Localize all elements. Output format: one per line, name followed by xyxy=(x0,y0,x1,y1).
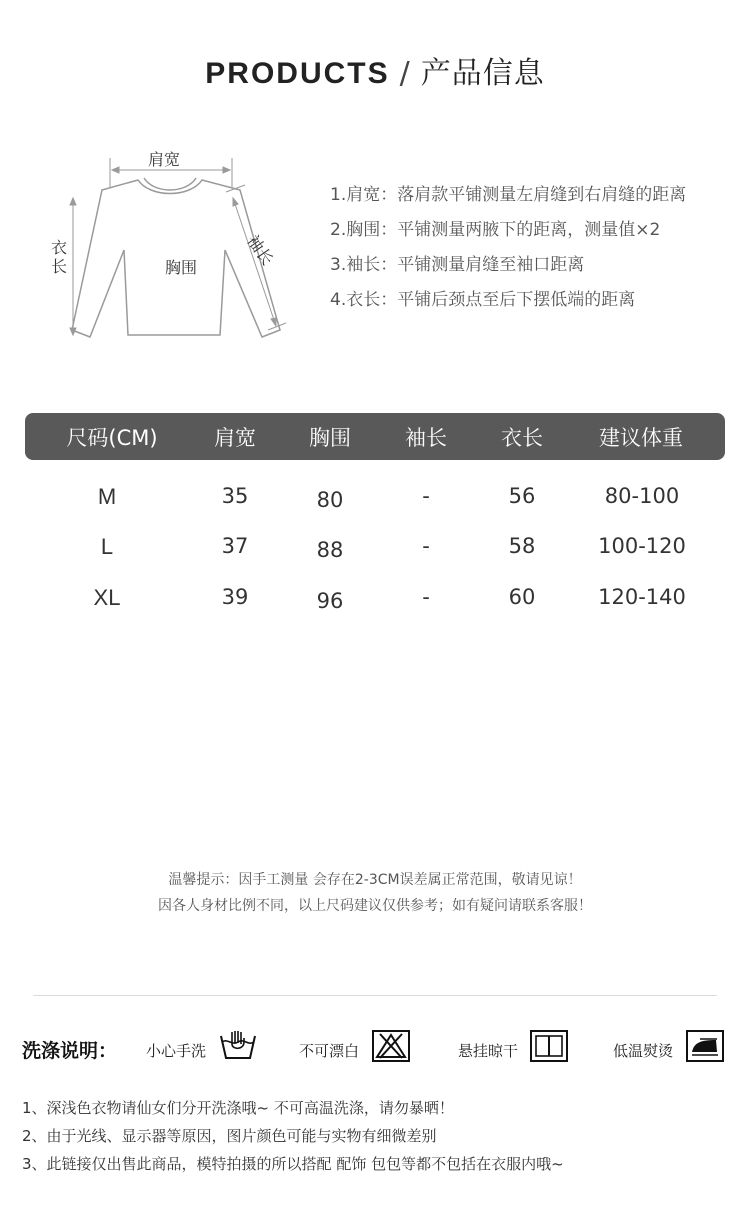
title-separator: / xyxy=(399,56,411,91)
length-label-bottom: 长 xyxy=(51,257,68,276)
cell-sleeve: - xyxy=(422,484,430,508)
cell-sleeve: - xyxy=(422,534,430,558)
cell-size: L xyxy=(100,534,114,559)
title-zh: 产品信息 xyxy=(420,56,545,91)
cell-length: 58 xyxy=(508,534,536,558)
size-table-header xyxy=(25,413,725,460)
care-label-no-bleach: 不可漂白 xyxy=(299,1042,360,1060)
cell-size: M xyxy=(97,484,117,509)
chest-label: 胸围 xyxy=(165,258,198,277)
cell-chest: 96 xyxy=(316,589,344,613)
header-size: 尺码(CM) xyxy=(66,426,158,450)
measurement-notes xyxy=(330,178,686,318)
cell-sleeve: - xyxy=(422,585,430,609)
length-label-top: 衣 xyxy=(51,238,68,257)
cell-size: XL xyxy=(93,585,121,610)
table-row xyxy=(0,484,750,524)
cell-length: 56 xyxy=(508,484,536,508)
measurement-diagram xyxy=(40,130,300,360)
cell-weight: 120-140 xyxy=(598,585,686,609)
table-row xyxy=(0,585,750,625)
title-en: PRODUCTS xyxy=(205,57,390,90)
header-sleeve: 袖长 xyxy=(405,426,447,450)
header-shoulder: 肩宽 xyxy=(214,426,256,450)
measure-sleeve: 3.袖长：平铺测量肩缝至袖口距离 xyxy=(330,255,585,275)
no-bleach-icon xyxy=(372,1030,410,1066)
sleeve-label: 袖长 xyxy=(243,231,278,269)
cell-shoulder: 35 xyxy=(221,484,249,508)
cell-shoulder: 39 xyxy=(221,585,249,609)
note-line-3: 3、此链接仅出售此商品，模特拍摄的所以搭配 配饰 包包等都不包括在衣服内哦~ xyxy=(22,1155,564,1173)
cell-weight: 80-100 xyxy=(604,484,680,508)
low-iron-icon xyxy=(686,1030,724,1066)
measure-chest: 2.胸围：平铺测量两腋下的距离，测量值×2 xyxy=(330,220,661,240)
measure-length: 4.衣长：平铺后颈点至后下摆低端的距离 xyxy=(330,290,636,310)
header-weight: 建议体重 xyxy=(599,426,683,450)
tip-line-1: 温馨提示：因手工测量 会存在2-3CM误差属正常范围，敬请见谅！ xyxy=(168,872,582,888)
cell-weight: 100-120 xyxy=(598,534,686,558)
page-title xyxy=(0,48,750,92)
note-line-1: 1、深浅色衣物请仙女们分开洗涤哦~ 不可高温洗涤，请勿暴晒！ xyxy=(22,1099,454,1117)
shoulder-label: 肩宽 xyxy=(148,150,181,169)
care-label-low-iron: 低温熨烫 xyxy=(613,1042,674,1060)
table-row xyxy=(0,534,750,574)
hang-dry-icon xyxy=(530,1030,568,1066)
cell-chest: 80 xyxy=(316,488,344,512)
note-line-2: 2、由于光线、显示器等原因，图片颜色可能与实物有细微差别 xyxy=(22,1127,437,1145)
tip-line-2: 因各人身材比例不同，以上尺码建议仅供参考；如有疑问请联系客服！ xyxy=(158,898,592,914)
divider xyxy=(33,995,717,996)
cell-chest: 88 xyxy=(316,538,344,562)
length-label xyxy=(51,238,67,276)
cell-shoulder: 37 xyxy=(221,534,249,558)
header-chest: 胸围 xyxy=(309,426,351,450)
care-label-hand-wash: 小心手洗 xyxy=(146,1042,207,1060)
measure-shoulder: 1.肩宽：落肩款平铺测量左肩缝到右肩缝的距离 xyxy=(330,185,687,205)
cell-length: 60 xyxy=(508,585,536,609)
care-title: 洗涤说明： xyxy=(22,1040,118,1062)
care-label-hang-dry: 悬挂晾干 xyxy=(458,1042,519,1060)
header-length: 衣长 xyxy=(501,426,543,450)
care-notes xyxy=(22,1094,564,1178)
hand-wash-icon xyxy=(218,1030,258,1066)
